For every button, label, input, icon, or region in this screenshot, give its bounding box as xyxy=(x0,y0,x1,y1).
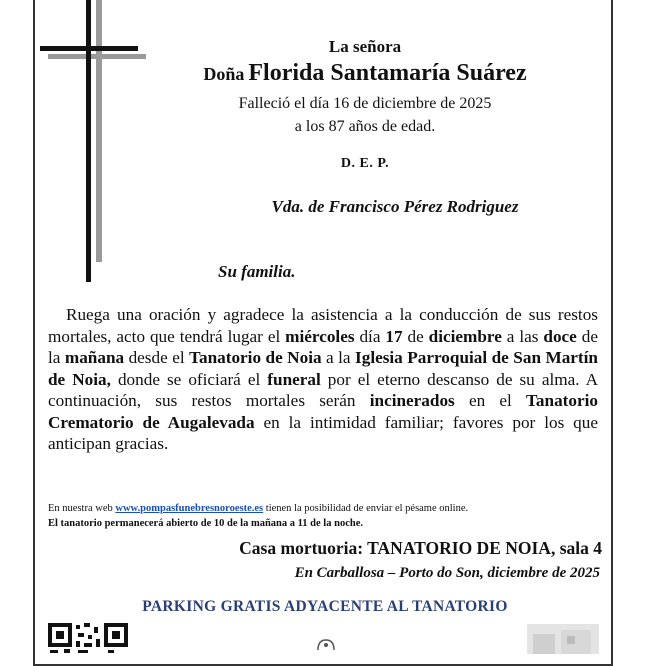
paragraph-text: en el xyxy=(454,391,527,410)
paragraph-emphasis: funeral xyxy=(267,369,321,389)
death-date: Falleció el día 16 de diciembre de 2025 xyxy=(238,95,492,112)
place-date: En Carballosa – Porto do Son, diciembre de 2025 xyxy=(294,565,600,581)
website-link[interactable]: www.pompasfunebresnoroeste.es xyxy=(115,503,264,514)
paragraph-emphasis: doce xyxy=(543,326,577,346)
paragraph-emphasis: diciembre xyxy=(428,326,502,346)
qr-code-icon xyxy=(48,623,128,653)
title-honorific: La señora xyxy=(328,37,402,56)
family-label: Su familia. xyxy=(218,262,296,281)
paragraph-emphasis: Tanatorio Crematorio de Augalevada xyxy=(48,391,598,432)
paragraph-emphasis: 17 xyxy=(385,326,403,346)
main-paragraph xyxy=(48,304,598,455)
paragraph-text: en la intimidad familiar; favores por los que anticipan gracias. xyxy=(48,412,598,453)
paragraph-text: por el eterno descanso de su alma. A continuación, sus restos mortales serán xyxy=(48,369,599,410)
paragraph-text: de la xyxy=(48,326,598,367)
age-at-death: a los 87 años de edad. xyxy=(294,118,436,135)
opening-hours: El tanatorio permanecerá abierto de 10 de la mañana a 11 de la noche. xyxy=(48,518,363,529)
paragraph-text: de xyxy=(402,326,429,346)
web-note-prefix: En nuestra web xyxy=(48,503,116,514)
paragraph-text: desde el xyxy=(124,348,190,367)
parking-banner: PARKING GRATIS ADYACENTE AL TANATORIO xyxy=(142,598,508,615)
web-note xyxy=(48,503,468,514)
honorific: Doña xyxy=(203,64,245,84)
widow-line: Vda. de Francisco Pérez Rodriguez xyxy=(271,197,519,216)
paragraph-emphasis: miércoles xyxy=(285,326,355,346)
paragraph-emphasis: Tanatorio de Noia xyxy=(189,348,322,367)
paragraph-text: donde se oficiará el xyxy=(110,369,268,389)
dep-mark: D. E. P. xyxy=(340,156,390,171)
paragraph-text: Ruega una oración y agradece la asistencia a la conducción de sus restos mortales, acto que tendrá lugar el xyxy=(48,305,598,346)
web-note-suffix: tienen la posibilidad de enviar el pésame online. xyxy=(263,503,469,514)
full-name: Florida Santamaría Suárez xyxy=(248,60,527,86)
paragraph-text: día xyxy=(354,326,386,346)
paragraph-emphasis: incinerados xyxy=(369,391,455,410)
paragraph-emphasis: mañana xyxy=(64,348,125,367)
emblem-icon xyxy=(314,638,338,650)
paragraph-text: a las xyxy=(501,326,544,346)
casa-mortuoria: Casa mortuoria: TANATORIO DE NOIA, sala 4 xyxy=(239,538,602,558)
paragraph-text: a la xyxy=(321,348,356,367)
paragraph-emphasis: Iglesia Parroquial de San Martín de Noia, xyxy=(48,348,598,389)
deceased-name xyxy=(150,60,580,87)
